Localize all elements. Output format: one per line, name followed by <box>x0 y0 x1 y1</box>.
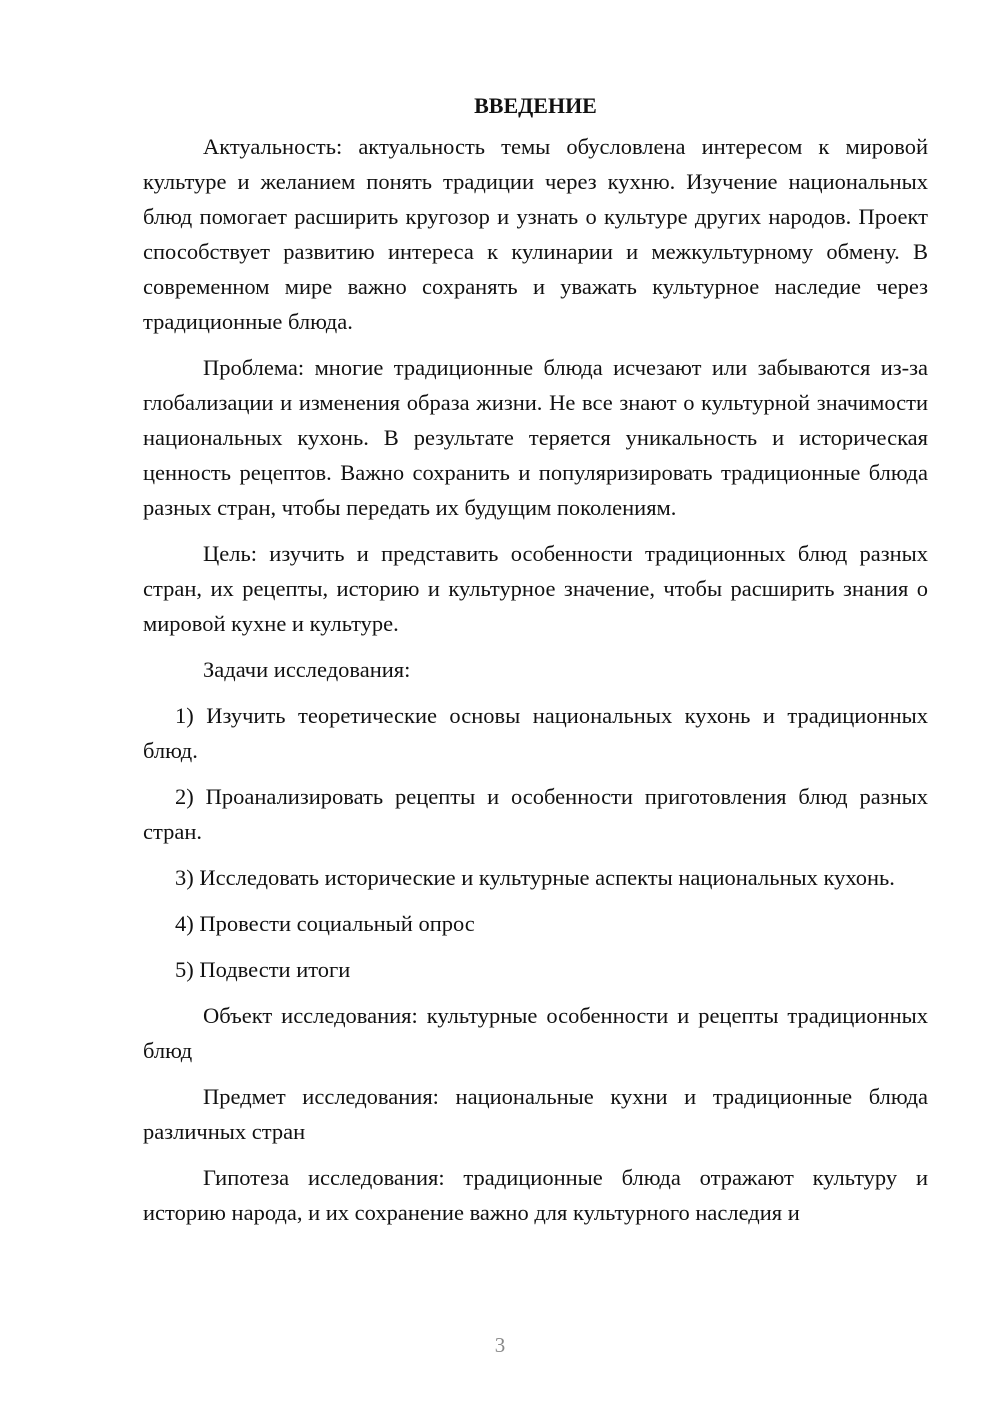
task-item-1: 1) Изучить теоретические основы национальных кухонь и традиционных блюд. <box>143 703 928 763</box>
goal-paragraph: Цель: изучить и представить особенности традиционных блюд разных стран, их рецепты, историю и культурное значение, чтобы расширить знания о мировой кухне и культуре. <box>143 541 928 636</box>
hypothesis-paragraph: Гипотеза исследования: традиционные блюда отражают культуру и историю народа, и их сохранение важно для культурного наследия и <box>143 1165 928 1225</box>
section-title: ВВЕДЕНИЕ <box>474 93 597 118</box>
research-object-paragraph: Объект исследования: культурные особенности и рецепты традиционных блюд <box>143 1003 928 1063</box>
task-item-4: 4) Провести социальный опрос <box>175 911 475 936</box>
relevance-paragraph: Актуальность: актуальность темы обусловлена интересом к мировой культуре и желанием понять традиции через кухню. Изучение национальных блюд помогает расширить кругозор и узнать о культуре других народов. Проект способствует развитию интереса к кулинарии и межкультурному обмену. В современном мире важно сохранять и уважать культурное наследие через традиционные блюда. <box>143 134 928 334</box>
problem-paragraph: Проблема: многие традиционные блюда исчезают или забываются из-за глобализации и изменения образа жизни. Не все знают о культурной значимости национальных кухонь. В результате теряется уникальность и историческая ценность рецептов. Важно сохранить и популяризировать традиционные блюда разных стран, чтобы передать их будущим поколениям. <box>143 355 928 520</box>
research-subject-paragraph: Предмет исследования: национальные кухни и традиционные блюда различных стран <box>143 1084 928 1144</box>
task-item-2: 2) Проанализировать рецепты и особенности приготовления блюд разных стран. <box>143 784 928 844</box>
page-body <box>143 88 928 1241</box>
task-item-3: 3) Исследовать исторические и культурные аспекты национальных кухонь. <box>175 865 895 890</box>
page-number: 3 <box>494 1333 506 1357</box>
tasks-heading: Задачи исследования: <box>203 657 411 682</box>
task-item-5: 5) Подвести итоги <box>175 957 351 982</box>
